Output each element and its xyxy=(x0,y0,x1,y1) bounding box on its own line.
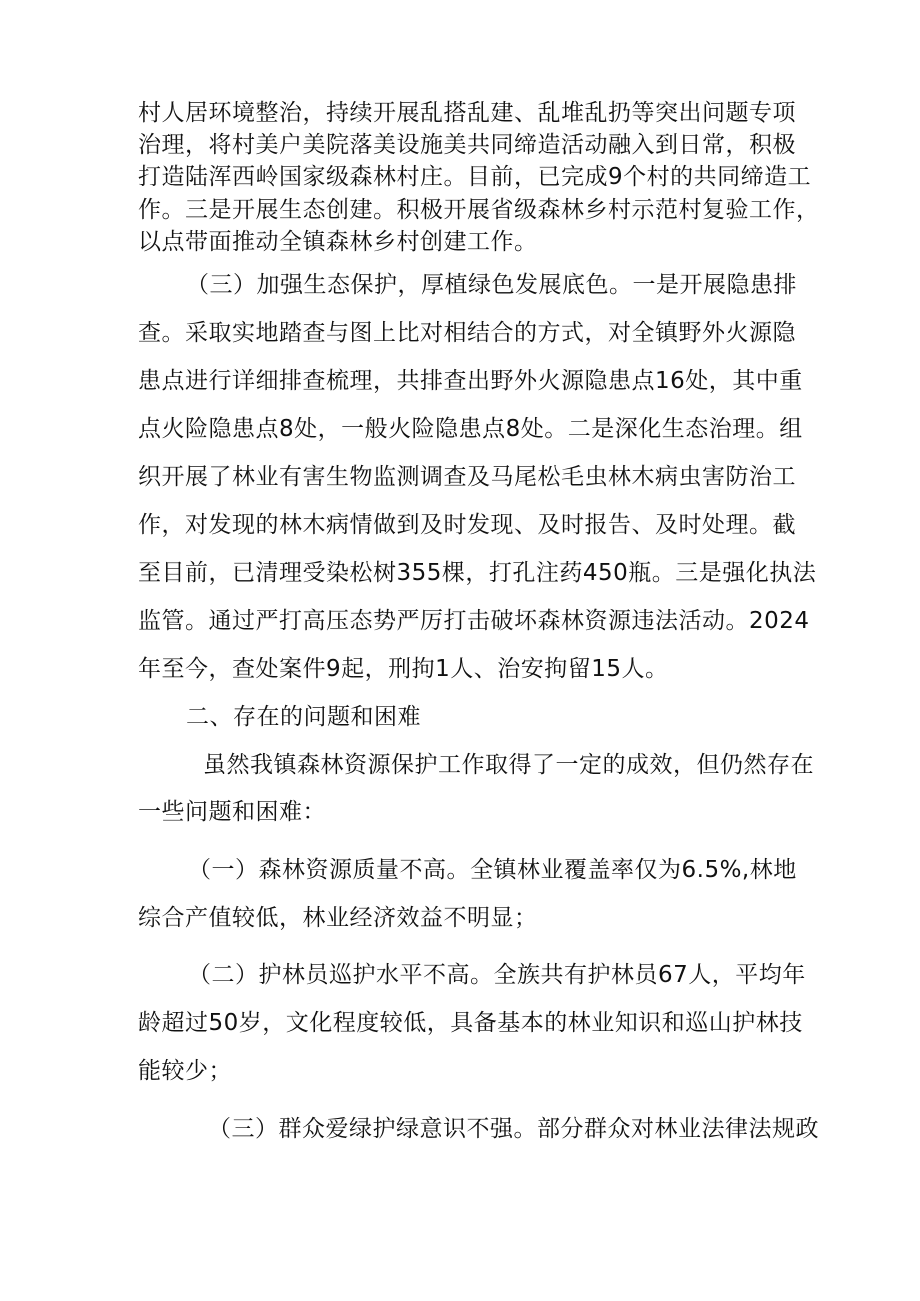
paragraph-line: 打造陆浑西岭国家级森林村庄。目前，已完成9个村的共同缔造工 xyxy=(138,164,812,190)
problem-item-1: （一）森林资源质量不高。全镇林业覆盖率仅为6.5%,林地 xyxy=(188,857,797,883)
paragraph-line: 至目前，已清理受染松树355棵，打孔注药450瓶。三是强化执法 xyxy=(138,560,817,586)
paragraph-line: 年至今，查处案件9起，刑拘1人、治安拘留15人。 xyxy=(138,656,669,682)
paragraph-line: 点火险隐患点8处，一般火险隐患点8处。二是深化生态治理。组 xyxy=(138,416,803,442)
problem-item-3: （三）群众爱绿护绿意识不强。部分群众对林业法律法规政 xyxy=(208,1116,819,1142)
paragraph-line: 织开展了林业有害生物监测调查及马尾松毛虫林木病虫害防治工 xyxy=(138,464,796,490)
paragraph-line: 综合产值较低，林业经济效益不明显； xyxy=(138,905,538,931)
paragraph-line: 一些问题和困难： xyxy=(138,799,326,825)
paragraph-line: 作。三是开展生态创建。积极开展省级森林乡村示范村复验工作， xyxy=(138,197,820,223)
chapter-heading: 二、存在的问题和困难 xyxy=(186,704,421,730)
problem-item-2: （二）护林员巡护水平不高。全族共有护林员67人，平均年 xyxy=(188,962,806,988)
paragraph-line: 患点进行详细排查梳理，共排查出野外火源隐患点16处，其中重 xyxy=(138,368,803,394)
paragraph-line: 查。采取实地踏查与图上比对相结合的方式，对全镇野外火源隐 xyxy=(138,320,796,346)
section-heading-3: （三）加强生态保护，厚植绿色发展底色。一是开展隐患排 xyxy=(186,272,797,298)
paragraph-line: 以点带面推动全镇森林乡村创建工作。 xyxy=(138,229,538,255)
paragraph-line: 作，对发现的林木病情做到及时发现、及时报告、及时处理。截 xyxy=(138,512,796,538)
paragraph-line: 监管。通过严打高压态势严厉打击破坏森林资源违法活动。2024 xyxy=(138,608,810,634)
paragraph-line: 龄超过50岁，文化程度较低，具备基本的林业知识和巡山护林技 xyxy=(138,1010,803,1036)
paragraph-line: 能较少； xyxy=(138,1058,232,1084)
paragraph-line: 治理，将村美户美院落美设施美共同缔造活动融入到日常，积极 xyxy=(138,132,796,158)
paragraph-line: 虽然我镇森林资源保护工作取得了一定的成效，但仍然存在 xyxy=(203,752,814,778)
paragraph-line: 村人居环境整治，持续开展乱搭乱建、乱堆乱扔等突出问题专项 xyxy=(138,100,796,126)
